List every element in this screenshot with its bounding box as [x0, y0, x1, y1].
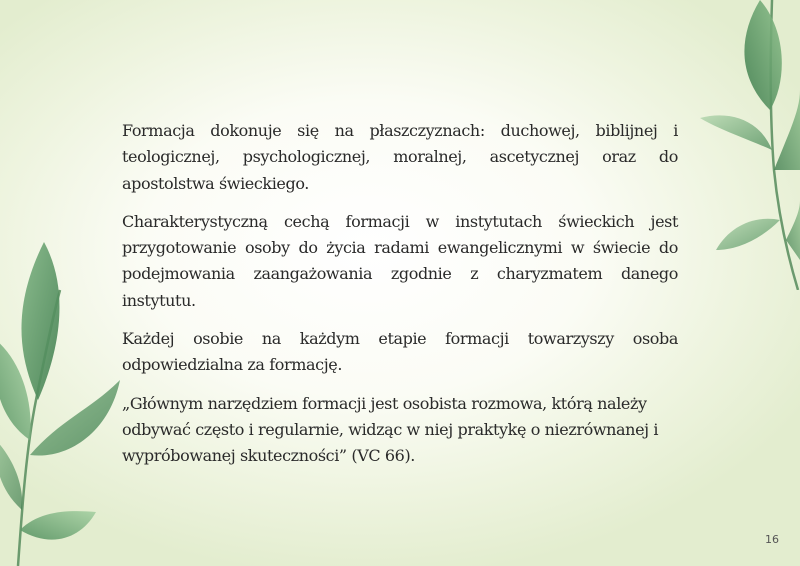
paragraph-quote-vc66: „Głównym narzędziem formacji jest osobista rozmowa, którą należy odbywać często i regularnie, widząc w niej praktykę o niezrównanej i wypróbowanej skuteczności” (VC 66).	[122, 393, 659, 466]
right-leaves-icon	[700, 0, 800, 290]
page-number: 16	[765, 533, 779, 546]
paragraph-secular-institutes: Charakterystyczną cechą formacji w instytutach świeckich jest przygotowanie osoby do życia radami ewangelicznymi w świecie do podejmowania zaangażowania zgodnie z charyzmatem danego instytutu.	[122, 211, 678, 310]
page-body	[122, 118, 678, 482]
paragraph-formation-planes: Formacja dokonuje się na płaszczyznach: duchowej, biblijnej i teologicznej, psychologicznej, moralnej, ascetycznej oraz do apostolstwa świeckiego.	[122, 121, 678, 193]
paragraph-responsible-person: Każdej osobie na każdym etapie formacji towarzyszy osoba odpowiedzialna za formację.	[122, 329, 678, 375]
left-leaves-icon	[0, 230, 120, 566]
